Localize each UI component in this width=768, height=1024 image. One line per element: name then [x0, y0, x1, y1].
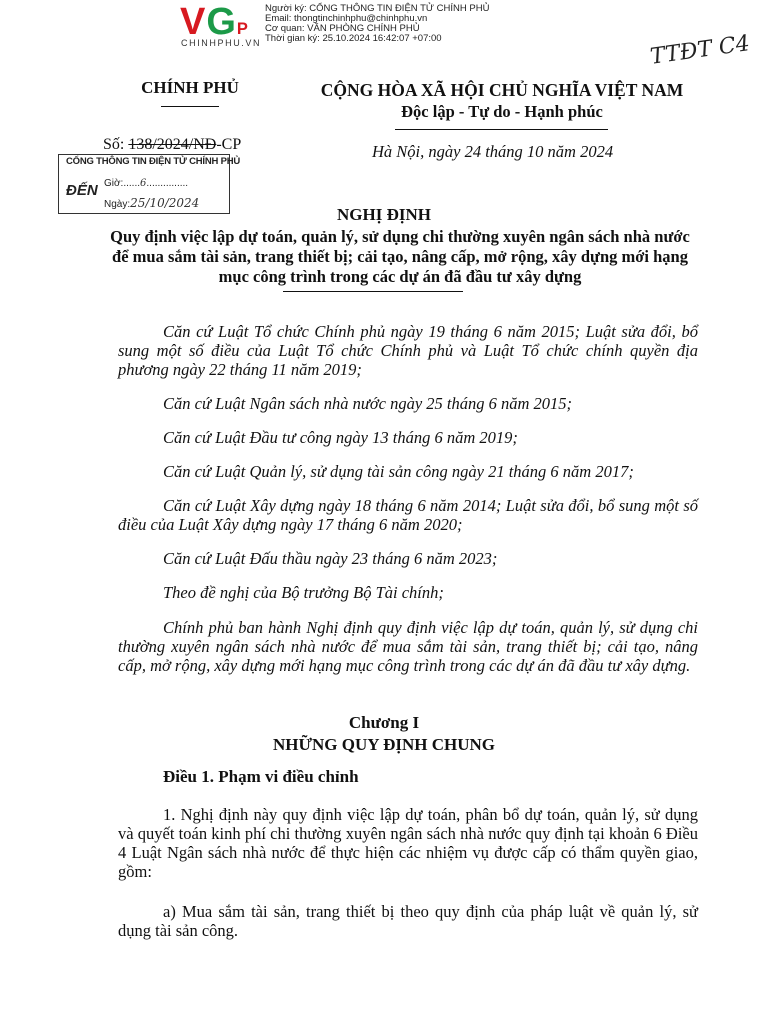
vgp-logo: VGP: [180, 1, 249, 43]
stamp-hour: Giờ:......6...............: [104, 178, 189, 189]
article-1-point-a: a) Mua sắm tài sản, trang thiết bị theo quy định của pháp luật về quản lý, sử dụng tài sản công.: [118, 902, 698, 940]
preamble-2: Căn cứ Luật Ngân sách nhà nước ngày 25 tháng 6 năm 2015;: [163, 394, 573, 413]
preamble-5: Căn cứ Luật Xây dựng ngày 18 tháng 6 năm 2014; Luật sửa đổi, bổ sung một số điều của Luật Xây dựng ngày 17 tháng 6 năm 2020;: [118, 496, 698, 534]
signer-line: Người ký: CỔNG THÔNG TIN ĐIỆN TỬ CHÍNH PHỦ: [265, 3, 490, 14]
stamp-title: CỔNG THÔNG TIN ĐIỆN TỬ CHÍNH PHỦ: [66, 156, 241, 167]
stamp-date: Ngày:25/10/2024: [104, 196, 200, 210]
stamp-den: ĐẾN: [66, 182, 98, 199]
issuing-org: CHÍNH PHỦ: [141, 78, 239, 97]
logo-site-text: CHINHPHU.VN: [181, 38, 262, 48]
motto-underline: [395, 129, 608, 130]
article-1-clause-1: 1. Nghị định này quy định việc lập dự toán, phân bổ dự toán, quản lý, sử dụng và quyết toán kinh phí chi thường xuyên ngân sách nhà nước quy định tại khoản 6 Điều 4 Luật Ngân sách nhà nước để thực hiện các nhiệm vụ được cấp có thẩm quyền giao, gồm:: [118, 805, 698, 881]
article-1-heading: Điều 1. Phạm vi điều chỉnh: [163, 767, 359, 786]
preamble-7: Theo đề nghị của Bộ trưởng Bộ Tài chính;: [163, 583, 444, 602]
agency-line: Cơ quan: VĂN PHÒNG CHÍNH PHỦ: [265, 23, 420, 34]
motto: Độc lập - Tự do - Hạnh phúc: [401, 102, 603, 121]
preamble-1: Căn cứ Luật Tổ chức Chính phủ ngày 19 tháng 6 năm 2015; Luật sửa đổi, bổ sung một số điều của Luật Tổ chức Chính phủ và Luật Tổ chức chính quyền địa phương ngày 22 tháng 11 năm 2019;: [118, 322, 698, 379]
preamble-4: Căn cứ Luật Quản lý, sử dụng tài sản công ngày 21 tháng 6 năm 2017;: [163, 462, 634, 481]
title-underline: [283, 291, 463, 292]
place-date: Hà Nội, ngày 24 tháng 10 năm 2024: [372, 142, 614, 161]
document-number: Số: 138/2024/NĐ-CP: [103, 136, 242, 153]
nation-title: CỘNG HÒA XÃ HỘI CHỦ NGHĨA VIỆT NAM: [320, 80, 684, 100]
chapter-name: NHỮNG QUY ĐỊNH CHUNG: [272, 735, 496, 754]
email-line: Email: thongtinchinhphu@chinhphu.vn: [265, 13, 428, 24]
enactment-clause: Chính phủ ban hành Nghị định quy định việc lập dự toán, quản lý, sử dụng chi thường xuyên ngân sách nhà nước để mua sắm tài sản, trang thiết bị; cải tạo, nâng cấp, mở rộng, xây dựng mới hạng mục công trình trong các dự án đã đầu tư xây dựng.: [118, 618, 698, 675]
chapter-number: Chương I: [348, 713, 420, 732]
preamble-3: Căn cứ Luật Đầu tư công ngày 13 tháng 6 năm 2019;: [163, 428, 518, 447]
handwritten-note: TTĐT C4: [648, 31, 752, 70]
document-type: NGHỊ ĐỊNH: [337, 205, 431, 224]
org-underline: [161, 106, 219, 107]
preamble-6: Căn cứ Luật Đấu thầu ngày 23 tháng 6 năm 2023;: [163, 549, 498, 568]
sign-time-line: Thời gian ký: 25.10.2024 16:42:07 +07:00: [265, 33, 442, 44]
document-subject: Quy định việc lập dự toán, quản lý, sử dụng chi thường xuyên ngân sách nhà nước để mua sắm tài sản, trang thiết bị; cải tạo, nâng cấp, mở rộng, xây dựng mới hạng mục công trình trong các dự án đã đầu tư xây dựng: [110, 227, 690, 286]
